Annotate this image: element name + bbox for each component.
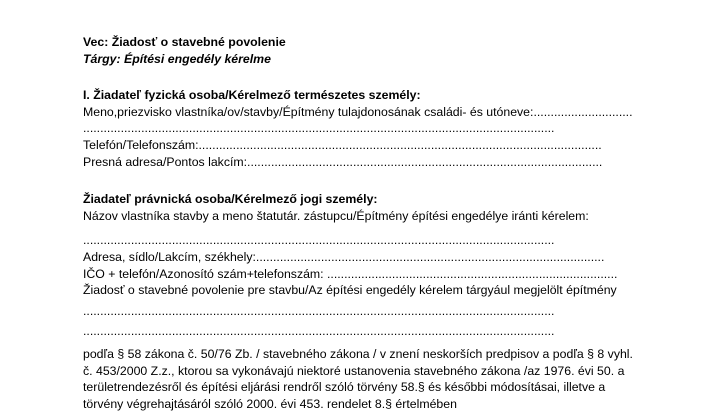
building-permit-request: Žiadosť o stavebné povolenie pre stavbu/Az építési engedély kérelem tárgyául megjelölt építmény [83, 283, 617, 298]
subject-heading-hu: Tárgy: Építési engedély kérelme [83, 51, 271, 66]
owner-representative-field: Názov vlastníka stavby a meno štatutár. zástupcu/Építmény építési engedélye iránti kérelem: [83, 208, 589, 223]
legal-basis-paragraph: podľa § 58 zákona č. 50/76 Zb. / stavebného zákona / v znení neskorších predpisov a podľa § 8 vyhl. č. 453/2000 Z.z., ktorou sa vykonávajú niektoré ustanovenia stavebného zákona /az 1976. évi 50. a területrendezésről és építési eljárási rendről szóló törvény 58.§ és későbbi módosításai, illetve a törvény végrehajtásáról szóló 2000. évi 453. rendelet 8.§ értelmében [83, 346, 633, 411]
subject-heading: Vec: Žiadosť o stavebné povolenie [83, 35, 286, 49]
ico-phone-field: IČO + telefón/Azonosító szám+telefonszám: ..................................................................................... [83, 266, 618, 281]
seat-address-field: Adresa, sídlo/Lakcím, székhely:...................................................................................................... [83, 249, 605, 264]
address-field: Presná adresa/Pontos lakcím:........................................................................................................ [83, 154, 603, 169]
owner-name-field: Meno,priezvisko vlastníka/ov/stavby/Építmény tulajdonosának családi- és utóneve:............................. [83, 104, 633, 119]
section-natural-person-title: I. Žiadateľ fyzická osoba/Kérelmező természetes személy: [83, 88, 421, 103]
phone-field: Telefón/Telefonszám:...................................................................................................................... [83, 137, 602, 152]
dotted-line: .......................................................................................................................................... [83, 303, 555, 318]
section-legal-person-title: Žiadateľ právnická osoba/Kérelmező jogi személy: [83, 192, 378, 207]
dotted-line: .......................................................................................................................................... [83, 121, 555, 136]
dotted-line: .......................................................................................................................................... [83, 233, 555, 248]
dotted-line: .......................................................................................................................................... [83, 324, 555, 339]
